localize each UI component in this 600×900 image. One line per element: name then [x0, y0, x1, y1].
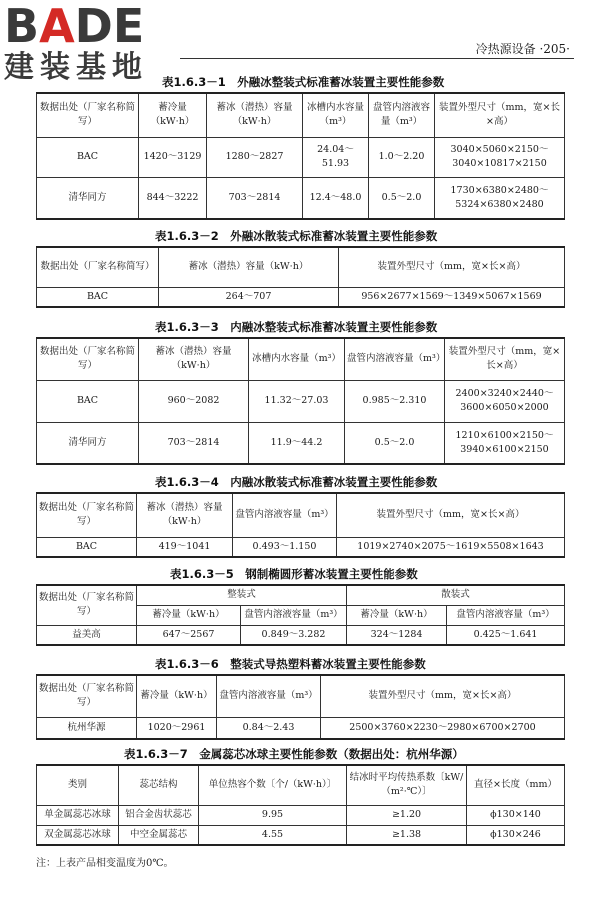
header-rule — [180, 58, 574, 59]
column-header: 数据出处（厂家名称简写） — [37, 247, 159, 287]
table-cell: ϕ130×140 — [467, 805, 565, 825]
column-header: 装置外型尺寸（mm，宽×长×高） — [337, 493, 565, 537]
table-cell: 清华同方 — [37, 422, 139, 464]
table-cell: 647～2567 — [137, 625, 241, 645]
table-4 — [36, 492, 565, 558]
table-row — [37, 717, 565, 739]
table-cell: 中空金属蕊芯 — [119, 825, 199, 845]
table-cell: 11.32～27.03 — [249, 380, 345, 422]
table-cell: 0.425～1.641 — [447, 625, 565, 645]
table-cell: 0.849～3.282 — [241, 625, 347, 645]
table-caption: 表1.6.3－7 金属蕊芯冰球主要性能参数（数据出处：杭州华源） — [124, 747, 464, 761]
column-header: 装置外型尺寸（mm，宽×长×高） — [435, 93, 565, 137]
column-header: 蕊芯结构 — [119, 765, 199, 805]
column-header: 直径×长度（mm） — [467, 765, 565, 805]
table-cell: 703～2814 — [139, 422, 249, 464]
logo-subtitle: 建装基地 — [4, 50, 148, 85]
column-header: 蓄冷量（kW·h） — [137, 605, 241, 625]
table-cell: 1420～3129 — [139, 137, 207, 177]
table-cell: 0.985～2.310 — [345, 380, 445, 422]
column-header: 蓄冷量（kW·h） — [137, 675, 217, 717]
table-row — [37, 380, 565, 422]
table-cell: 264～707 — [159, 287, 339, 307]
table-cell: 清华同方 — [37, 177, 139, 219]
table-cell: 12.4～48.0 — [303, 177, 369, 219]
table-cell: 益美高 — [37, 625, 137, 645]
column-header: 装置外型尺寸（mm，宽×长×高） — [339, 247, 565, 287]
column-header: 装置外型尺寸（mm，宽×长×高） — [445, 338, 565, 380]
table-cell: 1.0～2.20 — [369, 137, 435, 177]
column-header: 类别 — [37, 765, 119, 805]
column-header: 盘管内溶液容量（m³） — [345, 338, 445, 380]
column-header: 数据出处（厂家名称简写） — [37, 93, 139, 137]
table-cell: 11.9～44.2 — [249, 422, 345, 464]
table-caption: 表1.6.3－6 整装式导热塑料蓄冰装置主要性能参数 — [155, 657, 426, 671]
column-header: 数据出处（厂家名称简写） — [37, 675, 137, 717]
table-row — [37, 177, 565, 219]
running-header — [476, 40, 570, 57]
column-header: 数据出处（厂家名称简写） — [37, 338, 139, 380]
table-cell: 844～3222 — [139, 177, 207, 219]
column-header: 结冰时平均传热系数〔kW/（m²·℃）〕 — [347, 765, 467, 805]
table-cell: 杭州华源 — [37, 717, 137, 739]
table-cell: 1210×6100×2150～3940×6100×2150 — [445, 422, 565, 464]
table-cell: BAC — [37, 380, 139, 422]
table-row — [37, 287, 565, 307]
page-number: ·205· — [539, 42, 570, 56]
table-row — [37, 625, 565, 645]
table-cell: 24.04～51.93 — [303, 137, 369, 177]
table-cell: 324～1284 — [347, 625, 447, 645]
column-header: 蓄冰（潜热）容量（kW·h） — [159, 247, 339, 287]
column-header: 蓄冷量（kW·h） — [347, 605, 447, 625]
table-3 — [36, 337, 565, 465]
table-2 — [36, 246, 565, 308]
table-caption: 表1.6.3－4 内融冰散装式标准蓄冰装置主要性能参数 — [155, 475, 438, 489]
table-cell: BAC — [37, 287, 159, 307]
table-cell: 2500×3760×2230～2980×6700×2700 — [321, 717, 565, 739]
table-cell: 9.95 — [199, 805, 347, 825]
table-row — [37, 137, 565, 177]
column-group-header: 散装式 — [347, 585, 565, 605]
column-group-header: 整装式 — [137, 585, 347, 605]
column-header: 盘管内溶液容量（m³） — [241, 605, 347, 625]
table-cell: ≥1.20 — [347, 805, 467, 825]
table-cell: 双金属蕊芯冰球 — [37, 825, 119, 845]
table-cell: 4.55 — [199, 825, 347, 845]
table-7 — [36, 764, 565, 846]
table-caption: 表1.6.3－2 外融冰散装式标准蓄冰装置主要性能参数 — [155, 229, 438, 243]
table-cell: 0.493～1.150 — [233, 537, 337, 557]
table-cell: 单金属蕊芯冰球 — [37, 805, 119, 825]
footnote: 注：上表产品相变温度为0℃。 — [36, 858, 174, 869]
column-header: 单位热容个数〔个/（kW·h）〕 — [199, 765, 347, 805]
table-cell: BAC — [37, 137, 139, 177]
table-cell: 3040×5060×2150～3040×10817×2150 — [435, 137, 565, 177]
logo — [4, 2, 184, 84]
table-caption: 表1.6.3－1 外融冰整装式标准蓄冰装置主要性能参数 — [162, 75, 445, 89]
table-cell: 0.84～2.43 — [217, 717, 321, 739]
section-title: 冷热源设备 — [475, 42, 536, 56]
logo-wordmark: BADE — [4, 0, 145, 53]
table-cell: 960～2082 — [139, 380, 249, 422]
table-row — [37, 537, 565, 557]
table-cell: 1020～2961 — [137, 717, 217, 739]
table-cell: 1019×2740×2075～1619×5508×1643 — [337, 537, 565, 557]
column-header: 数据出处（厂家名称简写） — [37, 585, 137, 625]
table-cell: ϕ130×246 — [467, 825, 565, 845]
column-header: 蓄冰（潜热）容量（kW·h） — [139, 338, 249, 380]
column-header: 蓄冷量（kW·h） — [139, 93, 207, 137]
table-cell: ≥1.38 — [347, 825, 467, 845]
table-cell: 0.5～2.0 — [345, 422, 445, 464]
column-header: 冰槽内水容量（m³） — [303, 93, 369, 137]
table-caption: 表1.6.3－3 内融冰整装式标准蓄冰装置主要性能参数 — [155, 320, 438, 334]
table-cell: 2400×3240×2440～3600×6050×2000 — [445, 380, 565, 422]
column-header: 数据出处（厂家名称简写） — [37, 493, 137, 537]
table-1 — [36, 92, 565, 220]
table-cell: 703～2814 — [207, 177, 303, 219]
column-header: 盘管内溶液容量（m³） — [369, 93, 435, 137]
table-row — [37, 805, 565, 825]
column-header: 装置外型尺寸（mm，宽×长×高） — [321, 675, 565, 717]
table-6 — [36, 674, 565, 740]
table-cell: 0.5～2.0 — [369, 177, 435, 219]
table-row — [37, 825, 565, 845]
column-header: 蓄冰（潜热）容量（kW·h） — [207, 93, 303, 137]
column-header: 盘管内溶液容量（m³） — [217, 675, 321, 717]
table-cell: 1730×6380×2480～5324×6380×2480 — [435, 177, 565, 219]
column-header: 蓄冰（潜热）容量（kW·h） — [137, 493, 233, 537]
table-cell: 956×2677×1569～1349×5067×1569 — [339, 287, 565, 307]
table-cell: 铝合金齿状蕊芯 — [119, 805, 199, 825]
column-header: 盘管内溶液容量（m³） — [233, 493, 337, 537]
table-5 — [36, 584, 565, 646]
column-header: 冰槽内水容量（m³） — [249, 338, 345, 380]
table-cell: BAC — [37, 537, 137, 557]
table-row — [37, 422, 565, 464]
column-header: 盘管内溶液容量（m³） — [447, 605, 565, 625]
table-cell: 1280～2827 — [207, 137, 303, 177]
table-cell: 419～1041 — [137, 537, 233, 557]
table-caption: 表1.6.3－5 钢制椭圆形蓄冰装置主要性能参数 — [170, 567, 418, 581]
